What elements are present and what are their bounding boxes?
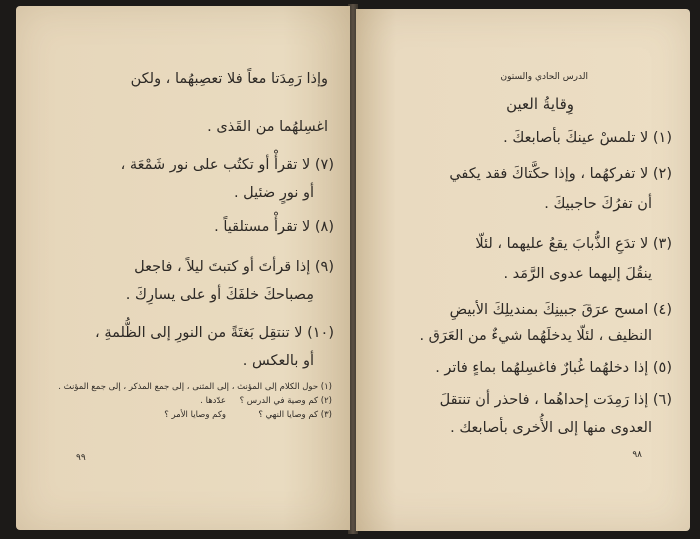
text-line: مِصباحكَ خلفَكَ أو على يسارِكَ . bbox=[125, 287, 314, 303]
text-line: أن تفرُكَ حاجبيكَ . bbox=[544, 196, 652, 212]
left-page bbox=[16, 6, 350, 530]
exercise-line: (٢) كم وصية في الدرس ؟ bbox=[239, 396, 332, 406]
text-line: (٥) إذا دخلهُما غُبارٌ فاغسِلهُما بماءٍ فاتر . bbox=[435, 360, 672, 376]
text-line: (٣) لا تدَعِ الذُّبابَ يقعُ عليهما ، لئلّا bbox=[475, 236, 672, 252]
text-line: النظيف ، لئلّا يدخلَهُما شيءٌ من العَرَق . bbox=[419, 328, 652, 344]
text-line: (١) لا تلمسْ عينكَ بأصابعكَ . bbox=[503, 130, 672, 146]
exercise-line: وكم وصايا الأمر ؟ bbox=[164, 410, 226, 420]
text-line: (٧) لا تقرأْ أو تكتُب على نور شَمْعَة ، bbox=[120, 157, 334, 173]
text-line: أو بالعكس . bbox=[242, 353, 314, 369]
running-head: الدرس الحادي والستون bbox=[500, 72, 588, 82]
text-line: العدوى منها إلى الأُخرى بأصابعك . bbox=[450, 420, 652, 436]
lesson-title: وِقايةُ العين bbox=[506, 95, 574, 113]
text-line: (٤) امسح عرَقَ جبينِكَ بمنديلِكَ الأبيضِ bbox=[449, 302, 672, 318]
text-line: (٦) إذا رَمِدَت إحداهُما ، فاحذر أن تنتقلَ bbox=[439, 392, 672, 408]
exercise-line: (٣) كم وصايا النهي ؟ bbox=[258, 410, 332, 420]
text-line: (٩) إذا قرأتَ أو كتبتَ ليلاً ، فاجعل bbox=[134, 259, 334, 275]
text-line: ينقُلَ إليهما عدوى الرَّمَد . bbox=[503, 266, 652, 282]
exercise-line: عدّدها . bbox=[200, 396, 226, 406]
text-line: (٨) لا تقرأْ مستلقياً . bbox=[214, 219, 334, 235]
text-line: (١٠) لا تنتقِل بَغتَةً من النورِ إلى الظُّلمةِ ، bbox=[95, 325, 334, 341]
exercise-line: (١) حول الكلام إلى المؤنث ، إلى المثنى ، إلى جمع المذكر ، إلى جمع المؤنث . bbox=[58, 382, 332, 392]
page-number: ٩٩ bbox=[76, 453, 86, 463]
text-line: أو نورٍ ضئيل . bbox=[233, 185, 314, 201]
text-line: اغسِلهُما من القَذى . bbox=[207, 119, 328, 135]
text-line: وإذا رَمِدَتا معاً فلا تعصِبهُما ، ولكن bbox=[130, 71, 328, 87]
right-page bbox=[356, 9, 690, 531]
page-number: ٩٨ bbox=[632, 450, 642, 460]
text-line: (٢) لا تفركهُما ، وإذا حكَّتاكَ فقد يكفي bbox=[449, 166, 672, 182]
